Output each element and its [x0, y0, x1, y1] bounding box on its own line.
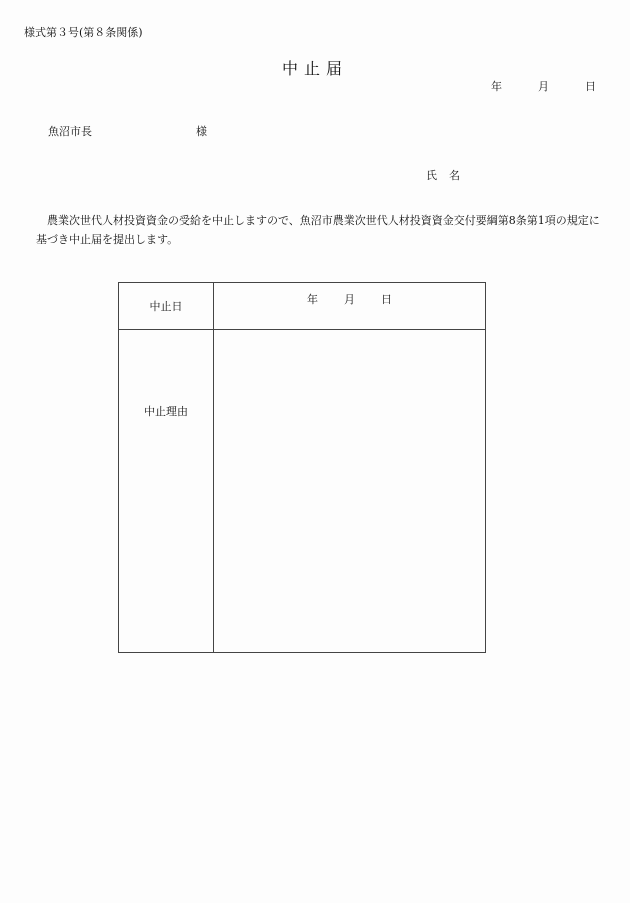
date-month-label: 月 — [538, 80, 549, 93]
name-label-given: 名 — [449, 169, 460, 182]
body-text: 農業次世代人材投資資金の受給を中止しますので、魚沼市農業次世代人材投資資金交付要綱第8条第1項の規定に基づき中止届を提出します。 — [36, 214, 600, 246]
document-title: 中止届 — [281, 59, 348, 78]
reason-label: 中止理由 — [119, 330, 214, 653]
addressee-name: 魚沼市長 — [48, 125, 92, 138]
date-year-label: 年 — [491, 80, 502, 93]
stop-date-label: 中止日 — [119, 283, 214, 330]
addressee — [48, 123, 207, 139]
date-day-label: 日 — [585, 80, 596, 93]
stop-form-table — [118, 282, 486, 653]
addressee-honorific: 様 — [196, 125, 207, 138]
submission-date — [491, 78, 596, 94]
stop-date-field[interactable] — [214, 283, 486, 330]
table-row — [119, 330, 486, 653]
name-label-family: 氏 — [426, 169, 437, 182]
form-number: 様式第３号(第８条関係) — [24, 26, 143, 39]
table-row — [119, 283, 486, 330]
stop-date-year: 年 — [307, 293, 318, 306]
stop-date-month: 月 — [344, 293, 355, 306]
reason-field[interactable] — [214, 330, 486, 653]
applicant-name-line — [426, 167, 460, 183]
stop-date-day: 日 — [381, 293, 392, 306]
